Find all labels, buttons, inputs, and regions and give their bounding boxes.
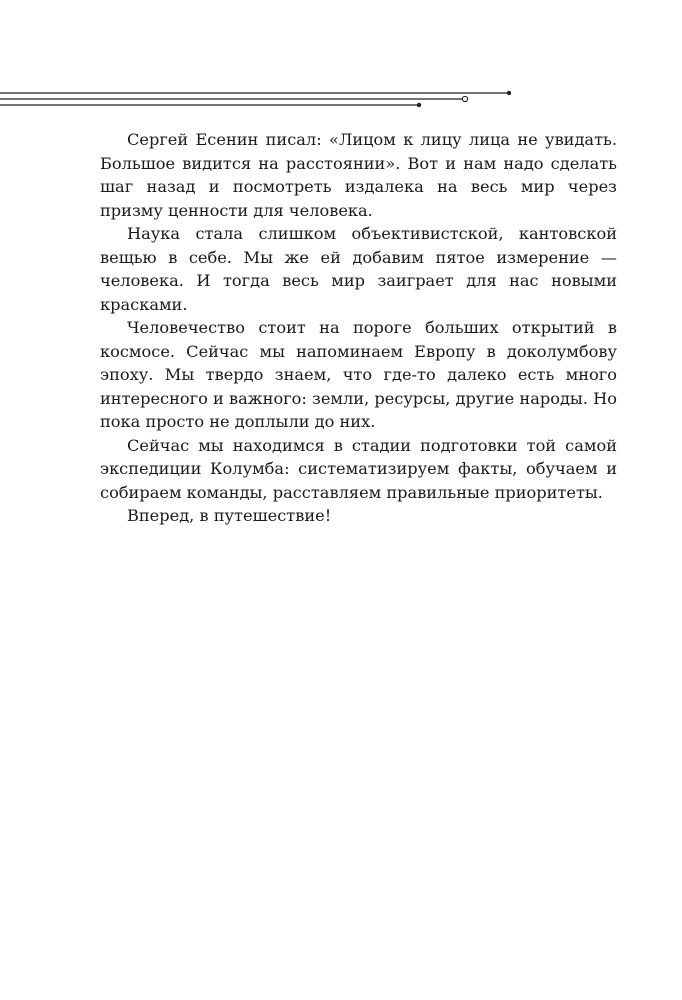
ornament-dot-top	[507, 91, 511, 95]
ornament-ring-middle	[462, 96, 467, 101]
paragraph-3: Человечество стоит на пороге больших открытий в космосе. Сейчас мы напоминаем Европу в доколумбову эпоху. Мы твердо знаем, что где-то далеко есть много интересного и важного: земли, ресурсы, другие народы. Но пока просто не доплыли до них.	[100, 318, 617, 431]
decorative-header-lines	[0, 86, 520, 110]
paragraph-4: Сейчас мы находимся в стадии подготовки той самой экспедиции Колумба: систематизируем факты, обучаем и собираем команды, расставляем правильные приоритеты.	[100, 435, 617, 502]
body-text	[100, 128, 617, 528]
ornament-dot-bottom	[417, 103, 421, 107]
paragraph-1: Сергей Есенин писал: «Лицом к лицу лица не увидать. Большое видится на расстоянии». Вот и нам надо сделать шаг назад и посмотреть издалека на весь мир через призму ценности для человека.	[100, 130, 617, 220]
paragraph-5: Вперед, в путешествие!	[127, 506, 332, 525]
paragraph-2: Наука стала слишком объективистской, кантовской вещью в себе. Мы же ей добавим пятое измерение — человека. И тогда весь мир заиграет для нас новыми красками.	[100, 224, 617, 314]
